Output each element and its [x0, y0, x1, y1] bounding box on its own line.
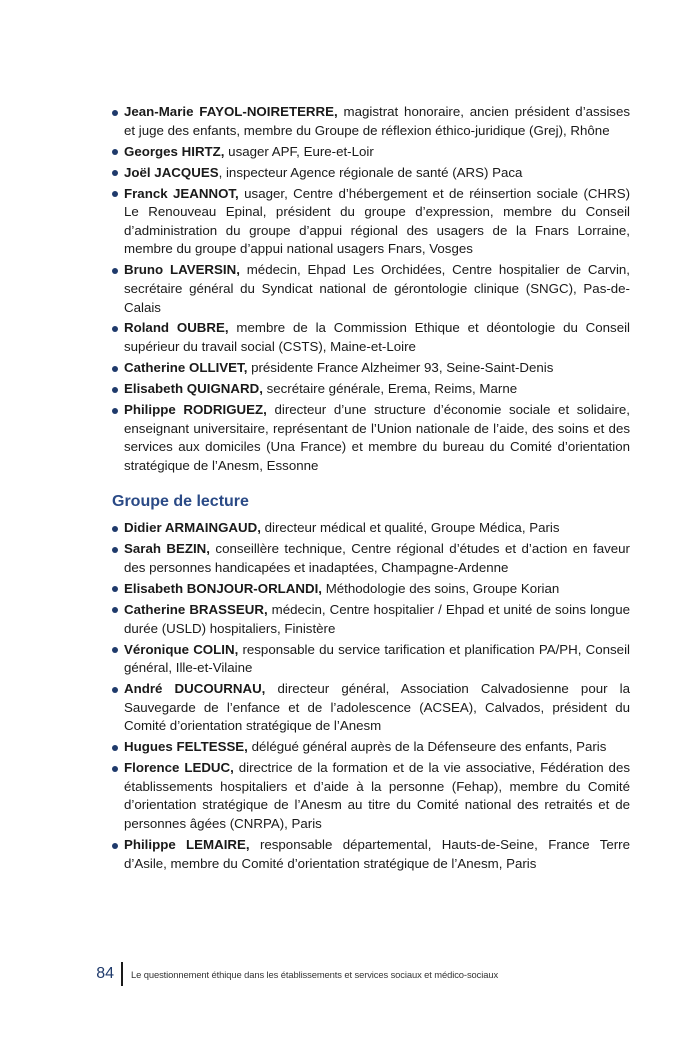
person-name: Joël JACQUES: [124, 164, 219, 180]
person-name: Florence LEDUC,: [124, 760, 234, 776]
list-item: [112, 580, 630, 599]
person-name: Bruno LAVERSIN,: [124, 262, 240, 278]
person-name: Hugues FELTESSE,: [124, 739, 248, 755]
list-item: [112, 540, 630, 577]
list-item: [112, 143, 630, 162]
members-list: [112, 103, 630, 475]
person-description: secrétaire générale, Erema, Reims, Marne: [262, 381, 518, 397]
footer-title: Le questionnement éthique dans les établissements et services sociaux et médico-sociaux: [131, 968, 499, 980]
person-description: médecin, Centre hospitalier / Ehpad et unité de soins longue durée (USLD) hospitaliers, Finistère: [124, 601, 630, 636]
bullet-icon: [112, 547, 118, 553]
person-name: Elisabeth BONJOUR-ORLANDI,: [124, 580, 322, 596]
person-name: Philippe LEMAIRE,: [124, 837, 250, 853]
bullet-icon: [112, 326, 118, 332]
list-item: [112, 359, 630, 378]
person-name: Elisabeth QUIGNARD,: [124, 381, 263, 397]
person-description: directeur d’une structure d’économie sociale et solidaire, enseignant universitaire, représentant de l’Union nationale de l’aide, des soins et des services aux domiciles (Una France) et membre du bureau du Comité d’orientation stratégique de l’Anesm, Essonne: [124, 402, 630, 473]
person-description: conseillère technique, Centre régional d’études et d’action en faveur des personnes handicapées et inadaptées, Champagne-Ardenne: [124, 541, 630, 575]
person-description: usager, Centre d’hébergement et de réinsertion sociale (CHRS) Le Renouveau Epinal, président du groupe d’expression, membre du Conseil d’administration du groupe d’appui régional des usagers de la Fnars Lorraine, membre du groupe d’appui national usagers Fnars, Vosges: [124, 185, 630, 257]
list-item: [112, 401, 630, 475]
person-name: Georges HIRTZ,: [124, 143, 225, 159]
person-description: présidente France Alzheimer 93, Seine-Saint-Denis: [247, 360, 554, 376]
person-name: Jean-Marie FAYOL-NOIRETERRE,: [124, 104, 338, 119]
person-description: magistrat honoraire, ancien président d’assises et juge des enfants, membre du Groupe de réflexion éthico-juridique (Grej), Rhône: [124, 104, 630, 138]
person-description: médecin, Ehpad Les Orchidées, Centre hospitalier de Carvin, secrétaire général du Syndicat national de gérontologie clinique (SNGC), Pas-de-Calais: [124, 262, 630, 315]
bullet-icon: [112, 586, 118, 592]
person-name: Catherine BRASSEUR,: [124, 601, 268, 617]
person-name: Catherine OLLIVET,: [124, 360, 248, 376]
person-name: Sarah BEZIN,: [124, 541, 210, 557]
person-description: directeur général, Association Calvadosienne pour la Sauvegarde de l’enfance et de l’adolescence (ACSEA), Calvados, président du Comité d’orientation stratégique de l’Anesm: [124, 681, 630, 734]
list-item: [112, 680, 630, 736]
page-content: [112, 103, 630, 876]
bullet-icon: [112, 170, 118, 176]
bullet-icon: [112, 191, 118, 197]
list-item: [112, 261, 630, 317]
list-item: [112, 641, 630, 678]
person-description: responsable départemental, Hauts-de-Seine, France Terre d’Asile, membre du Comité d’orientation stratégique de l’Anesm, Paris: [124, 837, 630, 871]
bullet-icon: [112, 149, 118, 155]
page-number: 84: [96, 965, 114, 982]
page-footer: [76, 962, 498, 986]
person-description: directrice de la formation et de la vie associative, Fédération des établissements hospitaliers et d’aide à la personne (Fehap), membre du Comité d’orientation stratégique de l’Anesm au titre du Comité national des retraités et de personnes âgées (CNRPA), Paris: [124, 760, 630, 832]
person-description: , inspecteur Agence régionale de santé (ARS) Paca: [218, 164, 523, 180]
footer-divider: [121, 962, 123, 986]
bullet-icon: [112, 766, 118, 772]
reading-group-list: [112, 519, 630, 873]
list-item: [112, 759, 630, 833]
bullet-icon: [112, 647, 118, 653]
person-description: directeur médical et qualité, Groupe Médica, Paris: [260, 520, 560, 536]
bullet-icon: [112, 745, 118, 751]
list-item: [112, 319, 630, 356]
person-name: Philippe RODRIGUEZ,: [124, 402, 267, 418]
person-name: Didier ARMAINGAUD,: [124, 520, 261, 536]
person-description: membre de la Commission Ethique et déontologie du Conseil supérieur du travail social (CSTS), Maine-et-Loire: [124, 320, 631, 355]
bullet-icon: [112, 687, 118, 693]
list-item: [112, 185, 630, 259]
bullet-icon: [112, 387, 118, 393]
list-item: [112, 380, 630, 399]
person-description: Méthodologie des soins, Groupe Korian: [322, 580, 560, 596]
bullet-icon: [112, 268, 118, 274]
section-heading: Groupe de lecture: [112, 493, 249, 511]
person-name: Franck JEANNOT,: [124, 185, 239, 201]
person-description: usager APF, Eure-et-Loir: [224, 143, 374, 159]
bullet-icon: [112, 366, 118, 372]
bullet-icon: [112, 110, 118, 116]
person-description: responsable du service tarification et planification PA/PH, Conseil général, Ille-et-Vilaine: [124, 641, 630, 676]
person-name: André DUCOURNAU,: [124, 681, 266, 697]
list-item: [112, 836, 630, 873]
list-item: [112, 601, 630, 638]
list-item: [112, 519, 630, 538]
list-item: [112, 164, 630, 183]
bullet-icon: [112, 843, 118, 849]
person-description: délégué général auprès de la Défenseure des enfants, Paris: [247, 739, 607, 755]
list-item: [112, 103, 630, 140]
bullet-icon: [112, 607, 118, 613]
bullet-icon: [112, 408, 118, 414]
person-name: Véronique COLIN,: [124, 641, 239, 657]
bullet-icon: [112, 526, 118, 532]
person-name: Roland OUBRE,: [124, 320, 229, 336]
list-item: [112, 738, 630, 757]
